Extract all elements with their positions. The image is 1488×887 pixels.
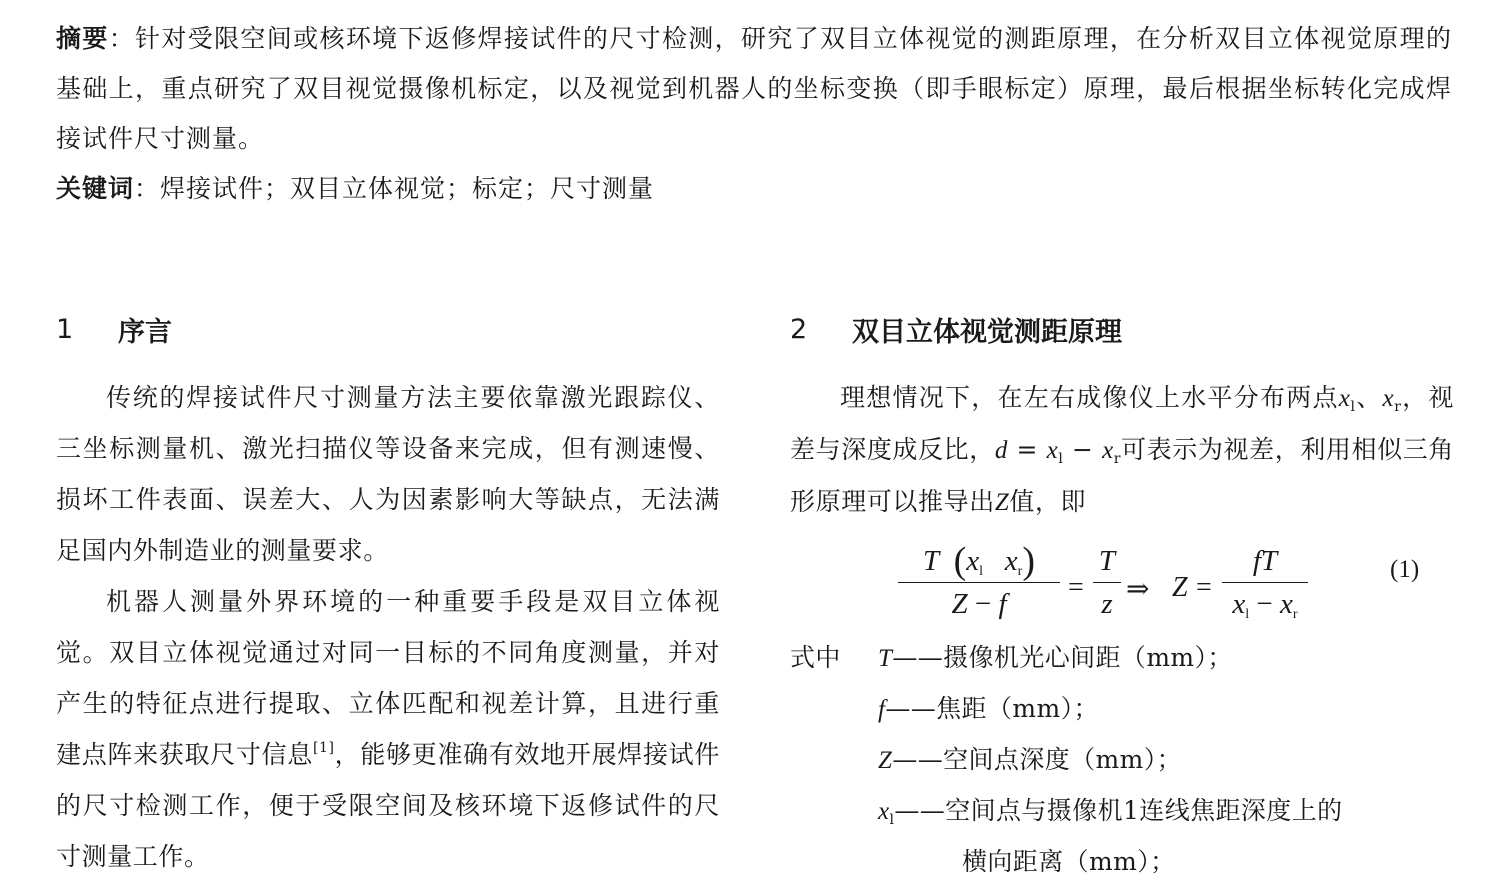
definition-row: Z——空间点深度（mm）； [878, 745, 1183, 774]
section2-body [790, 372, 1454, 528]
section2-number: 2 [790, 313, 808, 345]
formula-equals-2: = [1196, 572, 1212, 603]
keywords-text: ：焊接试件；双目立体视觉；标定；尺寸测量 [134, 174, 655, 203]
section1-heading [56, 306, 720, 352]
definitions-intro: 式中 [790, 643, 841, 672]
definition-continuation: 横向距离（mm）； [962, 847, 1176, 876]
left-column [56, 306, 720, 882]
keywords-paragraph [56, 164, 1452, 214]
section1-number: 1 [56, 313, 74, 345]
definition-row: 式中 T——摄像机光心间距（mm）； [790, 632, 1454, 683]
abstract-paragraph [56, 14, 1452, 164]
symbol-definitions [790, 632, 1454, 887]
abstract-label: 摘要 [56, 24, 109, 53]
citation-1: [1] [312, 740, 335, 756]
section1-paragraph-2: 机器人测量外界环境的一种重要手段是双目立体视觉。双目立体视觉通过对同一目标的不同角度测量，并对产生的特征点进行提取、立体匹配和视差计算，且进行重建点阵来获取尺寸信息[1]，能够更准确有效地开展焊接试件的尺寸检测工作，便于受限空间及核环境下返修试件的尺寸测量工作。 [56, 587, 720, 871]
equation-number: (1) [1390, 556, 1420, 583]
section2-heading [790, 306, 1454, 352]
formula-fraction-middle: T z [1093, 544, 1121, 621]
definition-row: $x_l——$空间点与摄像机1连线焦距深度上的 [878, 796, 1343, 828]
section1-title: 序言 [118, 316, 172, 348]
abstract-block [56, 14, 1452, 214]
formula-fraction-right: fT $x_l - x_r$ [1222, 544, 1308, 621]
equation-1 [790, 528, 1454, 632]
keywords-label: 关键词 [56, 174, 135, 203]
formula-fraction-left: T ($x_l$ $x_r$) Z − f [898, 544, 1060, 621]
abstract-text: ：针对受限空间或核环境下返修焊接试件的尺寸检测，研究了双目立体视觉的测距原理，在分析双目立体视觉原理的基础上，重点研究了双目视觉摄像机标定，以及视觉到机器人的坐标变换（即手眼标定）原理，最后根据坐标转化完成焊接试件尺寸测量。 [56, 24, 1452, 153]
definition-row: f——焦距（mm）； [878, 694, 1099, 723]
formula-implies: ⇒ [1126, 574, 1150, 605]
section2-title: 双目立体视觉测距原理 [852, 316, 1122, 348]
right-column [790, 306, 1454, 887]
section1-paragraph-1: 传统的焊接试件尺寸测量方法主要依靠激光跟踪仪、三坐标测量机、激光扫描仪等设备来完成，但有测速慢、损坏工件表面、误差大、人为因素影响大等缺点，无法满足国内外制造业的测量要求。 [56, 383, 720, 565]
section2-paragraph-1: 理想情况下，在左右成像仪上水平分布两点$x_l$、$x_r$，视差与深度成反比，$d = x_l - x_r$可表示为视差，利用相似三角形原理可以推导出Z值，即 [790, 383, 1454, 516]
section1-body [56, 372, 720, 882]
formula-Z: Z [1172, 572, 1188, 603]
formula-equals-1: = [1068, 572, 1084, 603]
